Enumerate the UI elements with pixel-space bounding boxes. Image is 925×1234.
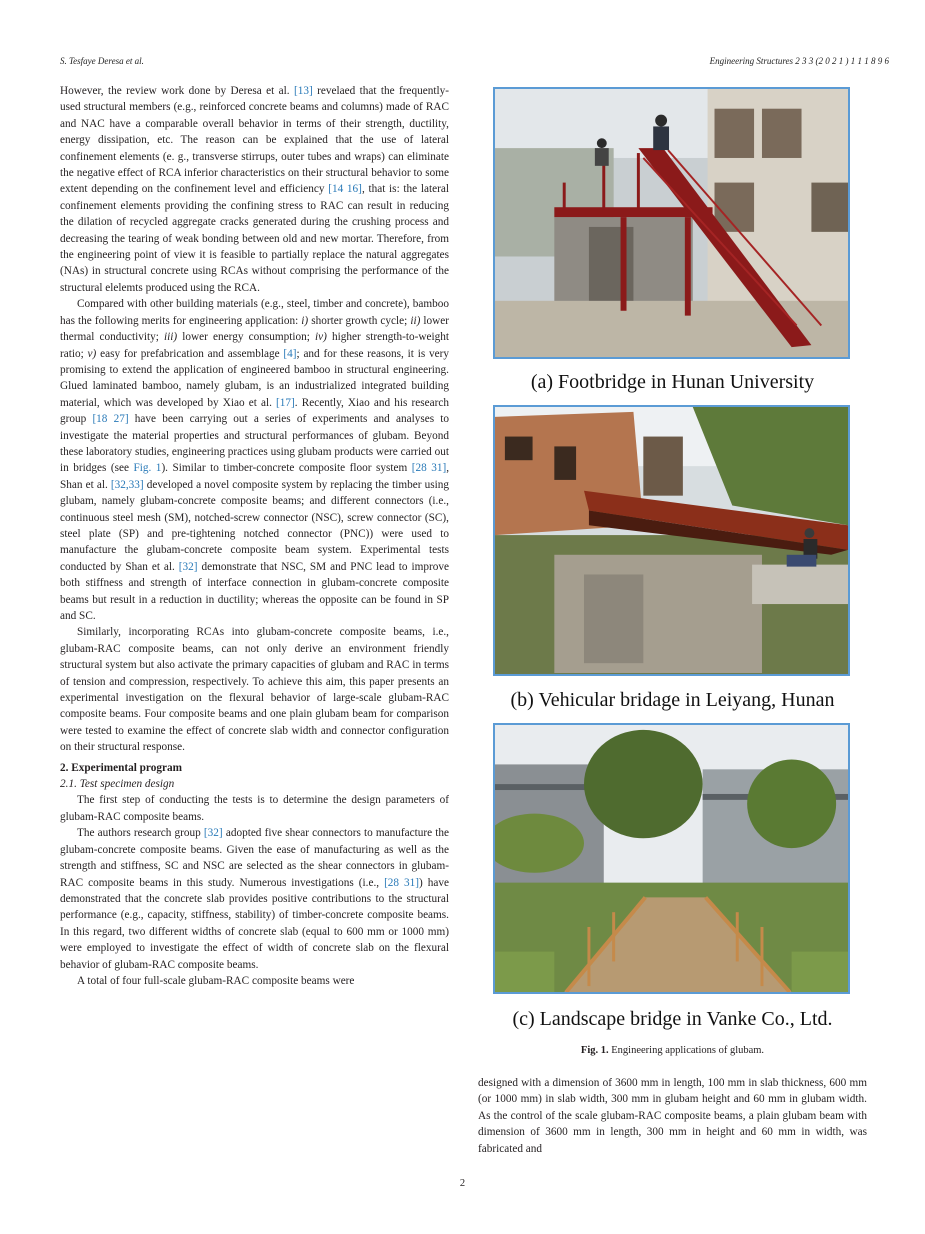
caption-a: (a) Footbridge in Hunan University [530, 371, 815, 393]
citation-link[interactable]: [18 27] [92, 413, 129, 426]
citation-link[interactable]: [32] [178, 560, 198, 573]
caption-b: (b) Vehicular bridage in Leiyang, Hunan [510, 689, 835, 711]
running-header-authors: S. Tesfaye Deresa et al. [60, 56, 144, 66]
figure-link[interactable]: Fig. 1 [133, 462, 162, 475]
running-header-journal: Engineering Structures 2 3 3 (2 0 2 1 ) 1 1 1 8 9 6 [709, 56, 889, 66]
figure-caption: Fig. 1. Engineering applications of glubam. [580, 1045, 765, 1056]
photo-footbridge [493, 87, 850, 359]
subsection-heading: 2.1. Test specimen design [60, 778, 175, 791]
citation-link[interactable]: [17] [276, 396, 295, 409]
paragraph-3: Similarly, incorporating RCAs into glubam-concrete composite beams, i.e., glubam-RAC composite beams, can not only derive an environment friendly structural system but also activate the primary capacities of glubam and RAC in terms of tension and compression, respectively. To achieve this aim, this paper presents an experimental investigation on the flexural behavior of large-scale glubam-RAC composite beams. Four composite beams and one plain glubam beam for comparison were tested to examine the effect of concrete slab width and connector configuration on their structural response. [60, 626, 449, 754]
section-heading: 2. Experimental program [60, 761, 182, 774]
citation-link[interactable]: [14 16] [328, 183, 362, 196]
paragraph-2: Compared with other building materials (e.g., steel, timber and concrete), bamboo has the following merits for engineering application: i) shorter growth cycle; ii) lower thermal conductivity; iii) lower energy consumption; iv) higher strength-to-weight ratio; v) easy for prefabrication and assemblage [4]; and for these reasons, it is very promising to extend the application of engineered bamboo in structural engineering. Glued laminated bamboo, namely glubam, is an industrialized integrated building material, which was developed by Xiao et al. [17]. Recently, Xiao and his research group [18 27] have been carrying out a series of experiments and analyses to investigate the material properties and structural performances of glubam. Beyond these laboratory studies, engineering practices using glubam products were carried out in bridges (see Fig. 1). Similar to timber-concrete composite floor system [28 31], Shan et al. [32,33] developed a novel composite system by replacing the timber using glubam, namely glubam-concrete composite beams; and different connectors (i.e., continuous steel mesh (SM), notched-screw connector (NSC), screw connector (SC), steel plate (SP) and pre-tightening notched connector (PNC)) were used to manufacture the glubam-concrete composite beam system. Experimental tests conducted by Shan et al. [32] demonstrate that NSC, SM and PNC lead to improve both stiffness and strength of interface connection in glubam-concrete composite beams but result in a reduction in ductility; whereas the opposite can be found in SP and SC. [60, 298, 450, 622]
citation-link[interactable]: [13] [294, 85, 313, 97]
paragraph-right-1: designed with a dimension of 3600 mm in length, 100 mm in slab thickness, 600 mm (or 1000 mm) in slab width, 300 mm in glubam height and 60 mm in glubam width. As the control of the scale glubam-RAC composite beams, a plain glubam beam with dimension of 3600 mm in length, 300 mm in height and 60 mm in width, was fabricated and [478, 1077, 867, 1155]
photo-landscape-bridge [493, 723, 850, 994]
citation-link[interactable]: [32,33] [110, 478, 144, 491]
citation-link[interactable]: [28 31] [384, 876, 420, 889]
paragraph-1: However, the review work done by Deresa et al. [13] revelaed that the frequently-used structural members (e.g., reinforced concrete beams and columns) made of RAC and NAC have a comparable overall behavior in terms of their strength, ductility, energy dissipation, etc. The reason can be explained that the use of lateral confinement elements (e. g., transverse stirrups, outer tubes and wraps) can eliminate the negative effect of RCA inferior characteristics on their structural behavior to some extent depending on the confinement level and efficiency [14 16], that is: the lateral confinement elements providing the confining stress to RAC can result in reducing the dilation of recycled aggregate cracks generated during the crushing process and decreasing the tearing of weak bonding between old and new mortar. Therefore, from the engineering point of view it is feasible to partially replace the natural aggregates (NAs) in structural concrete using RCAs without comprising the performance of the structural elelemts produced using the RCA. [60, 85, 450, 294]
caption-c: (c) Landscape bridge in Vanke Co., Ltd. [512, 1008, 833, 1030]
paragraph-4: The first step of conducting the tests is to determine the design parameters of glubam-RAC composite beams. [60, 794, 449, 823]
citation-link[interactable]: [28 31] [411, 462, 447, 475]
citation-link[interactable]: [32] [203, 827, 223, 840]
paragraph-6: A total of four full-scale glubam-RAC composite beams were [77, 974, 355, 987]
left-column [60, 83, 449, 989]
paragraph-5: The authors research group [32] adopted five shear connectors to manufacture the glubam-concrete composite beams. Given the ease of manufacturing as well as the strength and stiffness, SC and NSC are selected as the shear connectors in glubam-RAC composite beams in this study. Numerous investigations (i.e., [28 31]) have demonstrated that the concrete slab provides positive contributions to the structural performance (e.g., capacity, stiffness, stability) of timber-concrete composite beams. In this regard, two different widths of concrete slab (equal to 600 mm or 1000 mm) were employed to investigate the effect of width of concrete slab on the flexural behavior of glubam-RAC composite beams. [60, 827, 450, 971]
citation-link[interactable]: [4] [283, 347, 297, 360]
page-number: 2 [459, 1178, 466, 1189]
right-column [478, 1075, 867, 1157]
photo-vehicular-bridge [493, 405, 850, 676]
